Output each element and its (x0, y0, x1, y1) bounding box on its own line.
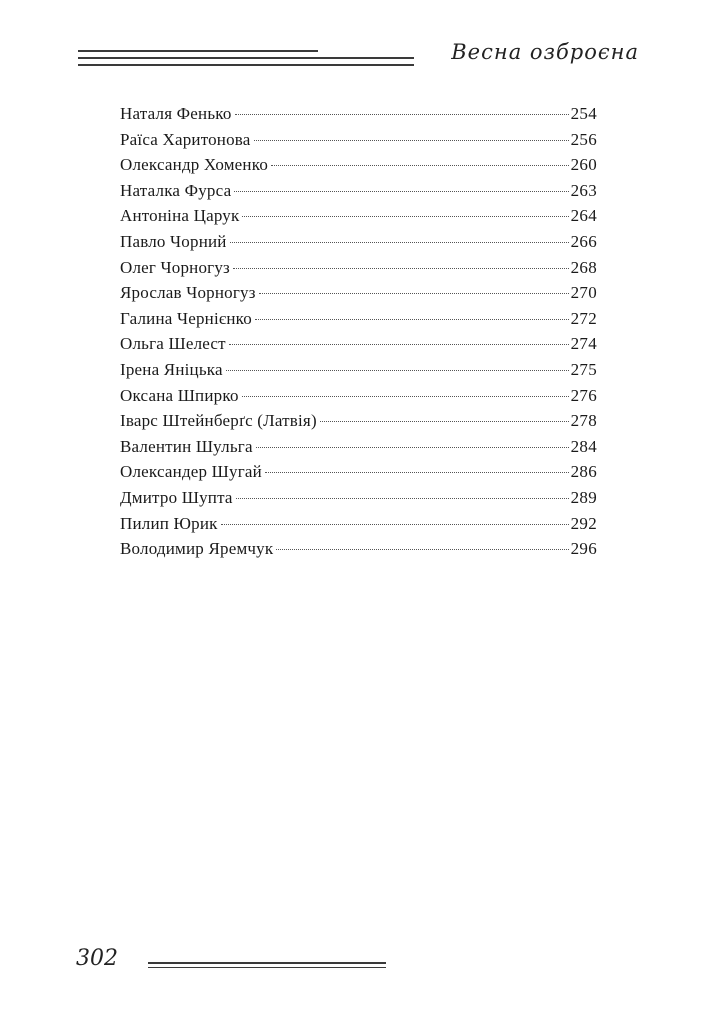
toc-leader-dots (236, 498, 569, 499)
toc-leader-dots (226, 370, 569, 371)
toc-leader-dots (320, 421, 569, 422)
toc-leader-dots (255, 319, 569, 320)
toc-entry-page: 272 (570, 308, 597, 328)
toc-entry-page: 254 (570, 104, 597, 123)
toc-entry (120, 331, 597, 357)
toc-entry (120, 152, 597, 178)
toc-entry-page: 276 (570, 385, 597, 405)
toc-entry-name: Ольга Шелест (120, 334, 226, 354)
toc-entry (120, 485, 597, 511)
running-head-title: Весна озброєна (451, 40, 639, 64)
toc-entry-name: Олег Чорногуз (120, 257, 230, 277)
toc-leader-dots (256, 447, 569, 448)
toc-leader-dots (242, 216, 568, 217)
toc-entry-page: 256 (570, 129, 597, 149)
toc-entry-page: 264 (570, 206, 597, 226)
toc-entry-name: Галина Чернієнко (120, 308, 252, 328)
toc-entry-name: Ірена Яніцька (120, 359, 223, 379)
toc-leader-dots (235, 114, 569, 115)
toc-entry-name: Оксана Шпирко (120, 385, 239, 405)
toc-entry (120, 511, 597, 537)
header-rule-bottom (78, 64, 414, 66)
toc-entry (120, 127, 597, 153)
toc-entry-page: 270 (570, 283, 597, 303)
toc-entry (120, 459, 597, 485)
toc-leader-dots (242, 396, 569, 397)
toc-entry (120, 280, 597, 306)
toc-entry-name: Володимир Яремчук (120, 539, 274, 559)
toc-entry (120, 306, 597, 332)
toc-entry-name: Олександр Хоменко (120, 155, 269, 175)
toc-entry (120, 178, 597, 204)
toc-leader-dots (271, 165, 569, 166)
toc-entry-page: 296 (570, 539, 597, 559)
toc-leader-dots (233, 268, 569, 269)
toc-entry-name: Валентин Шульга (120, 436, 253, 456)
page-header (0, 0, 725, 90)
toc-entry-name: Павло Чорний (120, 231, 227, 251)
toc-entry-name: Пилип Юрик (120, 513, 218, 533)
header-rule-middle (78, 57, 414, 59)
toc-entry (120, 255, 597, 281)
toc-leader-dots (254, 140, 569, 141)
footer-rule-bottom (148, 967, 386, 968)
toc-leader-dots (230, 242, 569, 243)
toc-entry (120, 203, 597, 229)
toc-entry-page: 260 (570, 155, 597, 175)
toc-entry-page: 263 (570, 180, 597, 200)
header-rule-top (78, 50, 318, 52)
toc-entry-name: Наталка Фурса (120, 180, 232, 200)
toc-leader-dots (229, 344, 569, 345)
toc-entry-name: Дмитро Шупта (120, 487, 233, 507)
toc-entry (120, 229, 597, 255)
footer-rule-top (148, 962, 386, 964)
toc-entry-name: Ярослав Чорногуз (120, 283, 256, 303)
toc-entry-page: 292 (570, 513, 597, 533)
toc-entry (120, 536, 597, 562)
toc-entry (120, 434, 597, 460)
toc-entry-name: Іварс Штейнберґс (Латвія) (120, 411, 317, 431)
toc-leader-dots (265, 472, 569, 473)
toc-leader-dots (234, 191, 568, 192)
toc-entry-page: 286 (570, 462, 597, 482)
toc-entry-page: 289 (570, 487, 597, 507)
toc-entry (120, 408, 597, 434)
toc-entry-page: 266 (570, 231, 597, 251)
toc-entry-name: Антоніна Царук (120, 206, 240, 226)
toc-entry (120, 357, 597, 383)
toc-entry-page: 274 (570, 334, 597, 354)
table-of-contents (120, 101, 597, 562)
toc-entry (120, 383, 597, 409)
toc-leader-dots (259, 293, 569, 294)
toc-entry-name: Олександер Шугай (120, 462, 262, 482)
toc-entry-page: 278 (570, 411, 597, 431)
toc-entry-name: Наталя Фенько (120, 104, 232, 123)
toc-entry-page: 268 (570, 257, 597, 277)
toc-entry-page: 275 (570, 359, 597, 379)
toc-leader-dots (221, 524, 569, 525)
toc-entry (120, 101, 597, 127)
toc-entry-page: 284 (570, 436, 597, 456)
toc-leader-dots (276, 549, 568, 550)
page-number: 302 (76, 946, 118, 971)
toc-entry-name: Раїса Харитонова (120, 129, 251, 149)
